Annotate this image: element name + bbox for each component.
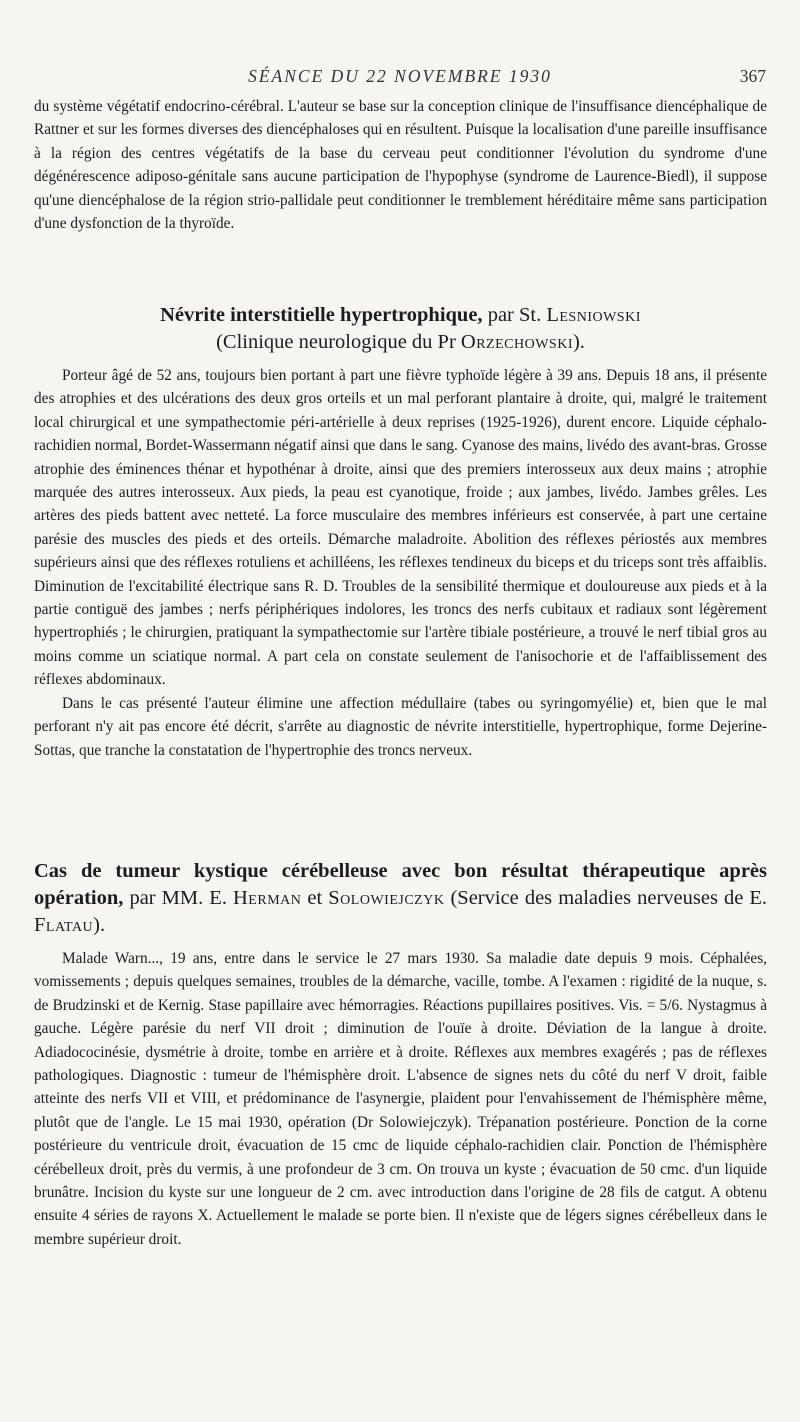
- clinic-name: Orzechowski: [460, 331, 573, 353]
- author-prefix: par MM. E.: [129, 887, 227, 909]
- section-heading-nevrite: [34, 302, 767, 356]
- body-paragraph: Dans le cas présenté l'auteur élimine une affection médullaire (tabes ou syringomyélie) et, bien que le mal perforant n'y ait pas encore été décrit, s'arrête au diagnostic de névrite interstitielle, hypertrophique, forme Dejerine-Sottas, que tranche la constatation de l'hypertrophie des troncs nerveux.: [34, 694, 767, 759]
- section-body-tumeur: [34, 947, 767, 1337]
- clinic-prefix: (Clinique neurologique du Pr: [216, 331, 456, 353]
- author-prefix: par St.: [487, 304, 542, 326]
- page-number: 367: [739, 66, 766, 86]
- service-suffix: ).: [93, 914, 106, 936]
- author-conjunction: et: [307, 887, 323, 909]
- section-title: Cas de tumeur kystique cérébelleuse avec bon résultat thérapeutique après opération,: [34, 860, 767, 909]
- author-name: Lesniowski: [546, 304, 641, 326]
- section-heading-tumeur: [34, 858, 767, 939]
- author-name-1: Herman: [233, 887, 302, 909]
- section-body-nevrite: [34, 364, 767, 844]
- clinic-suffix: ).: [572, 331, 585, 353]
- running-title: SÉANCE DU 22 NOVEMBRE 1930: [248, 66, 552, 86]
- intro-paragraph: du système végétatif endocrino-cérébral. L'auteur se base sur la conception clinique de l'insuffisance diencéphalique de Rattner et sur les formes diverses des diencéphaloses qui en résultent. Puisque la localisation d'une pareille insuffisance à la région des centres végétatifs de la base du cerveau peut conditionner l'évolution du syndrome d'une dégénérescence adiposo-génitale sans aucune participation de l'hypophyse (syndrome de Laurence-Biedl), il suppose qu'une diencéphalose de la région strio-pallidale peut conditionner le tremblement héréditaire même sans participation d'une dysfonction de la thyroïde.: [34, 98, 767, 233]
- service-prefix: (Service des maladies nerveuses de E.: [450, 887, 768, 909]
- intro-paragraph-block: [34, 95, 767, 280]
- body-paragraph: Porteur âgé de 52 ans, toujours bien portant à part une fièvre typhoïde légère à 39 ans. Depuis 18 ans, il présente des atrophies et des ulcérations des deux gros orteils et un mal perforant plantaire à droite, qui, malgré le traitement local chirurgical et une sympathectomie péri-artérielle à deux reprises (1925-1926), durent encore. Liquide céphalo-rachidien normal, Bordet-Wassermann négatif ainsi que dans le sang. Cyanose des mains, livédo des avant-bras. Grosse atrophie des éminences thénar et hypothénar à droite, ainsi que des premiers interosseux aux deux mains ; atrophie marquée des autres interosseux. Aux pieds, la peau est cyanotique, froide ; aux jambes, livédo. Jambes grêles. Les artères des pieds battent avec netteté. La force musculaire des membres inférieurs est conservée, à part une certaine parésie des muscles des pieds et des orteils. Démarche maladroite. Abolition des réflexes périostés aux membres supérieurs ainsi que des réflexes rotuliens et achilléens, les réflexes tendineux du biceps et du triceps sont très affaiblis. Diminution de l'excitabilité électrique sans R. D. Troubles de la sensibilité thermique et douloureuse aux pieds et à la partie contiguë des jambes ; nerfs périphériques indolores, les troncs des nerfs cubitaux et radiaux sont légèrement hypertrophiés ; le chirurgien, pratiquant la sympathectomie sur l'artère tibiale postérieure, a trouvé le nerf tibial gros au moins comme un sciatique normal. A part cela on constate seulement de l'anisochorie et de l'affaiblissement des réflexes abdominaux.: [34, 367, 767, 689]
- author-name-2: Solowiejczyk: [328, 887, 445, 909]
- service-name: Flatau: [34, 914, 94, 936]
- section-title: Névrite interstitielle hypertrophique,: [160, 304, 483, 326]
- body-paragraph: Malade Warn..., 19 ans, entre dans le service le 27 mars 1930. Sa maladie date depuis 9 mois. Céphalées, vomissements ; depuis quelques semaines, troubles de la démarche, vacille, tombe. A l'examen : rigidité de la nuque, s. de Brudzinski et de Kernig. Stase papillaire avec hémorragies. Réactions pupillaires positives. Vis. = 5/6. Nystagmus à gauche. Légère parésie du nerf VII droit ; diminution de l'ouïe à droite. Déviation de la langue à droite. Adiadococinésie, dysmétrie à droite, tombe en arrière et à droite. Réflexes aux membres exagérés ; pas de réflexes pathologiques. Diagnostic : tumeur de l'hémisphère droit. L'absence de signes nets du côté du nerf V droit, faible atteinte des nerfs VII et VIII, et prédominance de l'asynergie, plaident pour l'envahissement de l'hémisphère même, plutôt que de l'angle. Le 15 mai 1930, opération (Dr Solowiejczyk). Trépanation postérieure. Ponction de la corne postérieure du ventricule droit, évacuation de 15 cmc de liquide céphalo-rachidien clair. Ponction de l'hémisphère cérébelleux droit, près du vermis, à une profondeur de 3 cm. On trouva un kyste ; évacuation de 50 cmc. d'un liquide brunâtre. Incision du kyste sur une longueur de 2 cm. avec introduction dans l'origine de 28 fils de catgut. A obtenu ensuite 4 séries de rayons X. Actuellement le malade se porte bien. Il n'existe que de légers signes cérébelleux dans le membre supérieur droit.: [34, 950, 767, 1248]
